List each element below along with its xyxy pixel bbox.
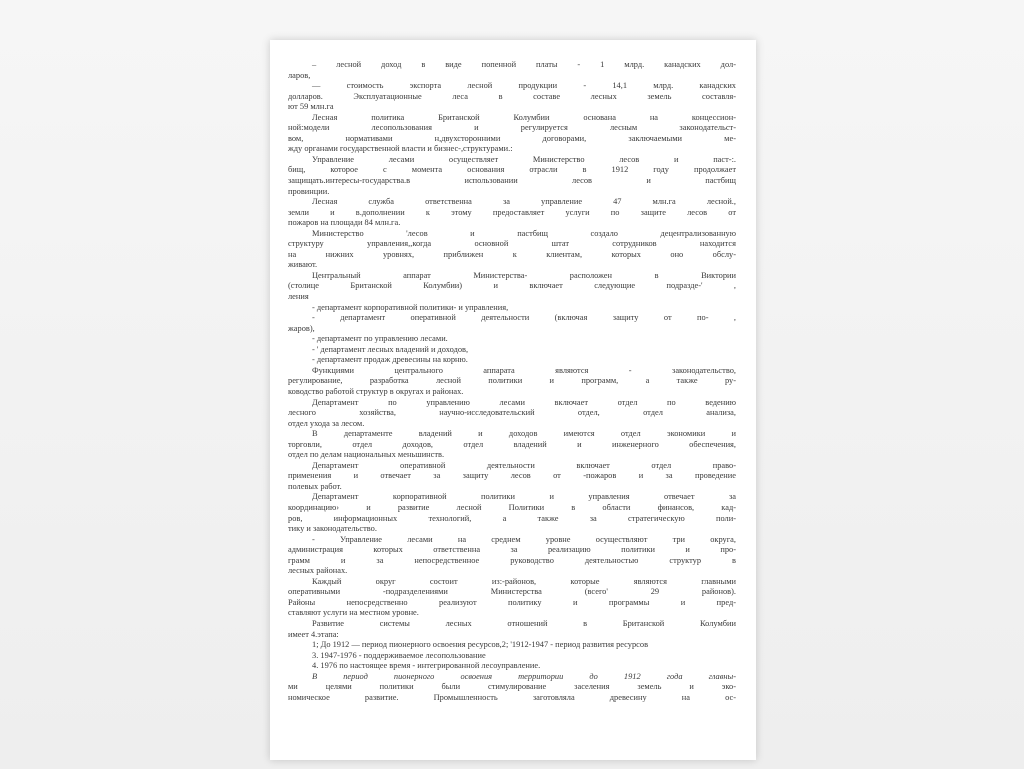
text-line: земли и в.дополнении к этому предоставляет услуги по защите лесов от [288,207,736,217]
text-line: лесных районах. [288,566,348,576]
text-line: применения и отвечает за защиту лесов от -пожаров и за проведение [288,471,736,481]
page-text [288,60,736,703]
text-line: лесного хозяйства, научно-исследовательский отдел, отдел анализа, [288,408,736,418]
text-line: ставляют услуги на местном уровне. [288,608,419,618]
text-line: Развитие системы лесных отношений в Британской Колумбии [312,618,736,628]
text-line: координацию› и развитие лесной Политики в области финансов, кад- [288,502,736,512]
text-line: торговли, отдел доходов, отдел владений и инженерного обеспечения, [288,439,736,449]
text-line: 4. 1976 по настоящее время - интегрированной лесоуправление. [312,661,541,671]
text-line: Лесная служба ответственна за управление 47 млн.га лесной., [312,197,736,207]
text-line: - департамент оперативной деятельности (включая защиту от по- , [312,313,736,323]
text-line: ларов, [288,70,311,80]
text-line: Министерство 'лесов и пастбищ создало децентрализованную [312,228,736,238]
text-line: Департамент по управлению лесами включает отдел по ведению [312,397,736,407]
text-line: - Управление лесами на среднем уровне осуществляют три округа, [312,534,736,544]
text-line: В департаменте владений и доходов имеются отдел экономики и [312,429,736,439]
text-line: на нижних уровнях, приближен к клиентам, которых оно обслу- [288,249,736,259]
text-line: Департамент корпоративной политики и управления отвечает за [312,492,736,502]
text-line: В период пионерного освоения территории до 1912 года главны- [312,671,736,681]
text-line: администрация которых ответственна за реализацию политики и про- [288,545,736,555]
text-line: номическое развитие. Промышленность заготовляла древесину на ос- [288,692,736,702]
text-line: защищать.интересы-государства.в использовании лесов и пастбищ [288,176,736,186]
text-line: оперативными -подразделениями Министерства (всего' 29 районов). [288,587,736,597]
text-line: - департамент по управлению лесами. [312,334,448,344]
text-line: живают. [288,260,318,270]
text-line: ют 59 млн.га [288,102,334,112]
text-line: полевых работ. [288,481,342,491]
text-line: ления [288,292,309,302]
text-line: ководство работой структур в округах и районах. [288,386,464,396]
text-line: вом, нормативами н,двухсторонними договорами, заключаемыми ме- [288,133,736,143]
text-line: структуру управления,,когда основной штат сотрудников находится [288,239,736,249]
text-line: ной:модели лесопользования и регулируется лесным законодательст- [288,123,736,133]
text-line: грамм и за непосредственное руководство деятельностью структур в [288,555,736,565]
text-line: отдел по делам национальных меньшинств. [288,450,445,460]
text-line: — стоимость экспорта лесной продукции - 14,1 млрд. канадских [312,81,736,91]
text-line: имеет 4.этапа: [288,629,339,639]
text-line: Лесная политика Британской Колумбии основана на концессион- [312,112,736,122]
text-line: 1; До 1912 — период пионерного освоения ресурсов,2; '1912-1947 - период развития ресурсов [312,640,649,650]
text-line: – лесной доход в виде попенной платы - 1 млрд. канадских дол- [312,60,736,69]
text-line: ров, информационных технологий, а также за стратегическую поли- [288,513,736,523]
text-line: Районы непосредственно реализуют политику и программы и пред- [288,597,736,607]
text-line: долларов. Эксплуатационные леса в составе лесных земель составля- [288,91,736,101]
text-line: бищ, которое с момента основания отрасли в 1912 году продолжает [288,165,736,175]
text-line: - департамент продаж древесины на корню. [312,355,468,365]
text-line: Каждый округ состоит из:-районов, которые являются главными [312,576,736,586]
text-line: тику и законодательство. [288,524,377,534]
text-line: Функциями центрального аппарата являются - законодательство, [312,365,736,375]
text-line: провинции. [288,186,330,196]
text-line: 3. 1947-1976 - поддерживаемое лесопользование [312,650,486,660]
text-line: (столице Британской Колумбии) и включает следующие подразде-' , [288,281,736,291]
text-line: регулирование, разработка лесной политики и программ, а также ру- [288,376,736,386]
text-line: Центральный аппарат Министерства- расположен в Виктории [312,270,736,280]
text-line: - департамент корпоративной политики- и управления, [312,302,509,312]
text-line: - ' департамент лесных владений и доходов, [312,344,469,354]
text-line: ми целями политики были стимулирование заселения земель и эко- [288,682,736,692]
text-line: отдел ухода за лесом. [288,418,365,428]
text-line: жду органами государственной власти и бизнес-,структурами.: [288,144,513,154]
text-line: пожаров на площади 84 млн.га. [288,218,401,228]
text-line: жаров), [288,323,315,333]
text-line: Управление лесами осуществляет Министерство лесов и паст-:. [312,154,736,164]
document-page [270,40,756,760]
text-line: Департамент оперативной деятельности включает отдел право- [312,460,736,470]
